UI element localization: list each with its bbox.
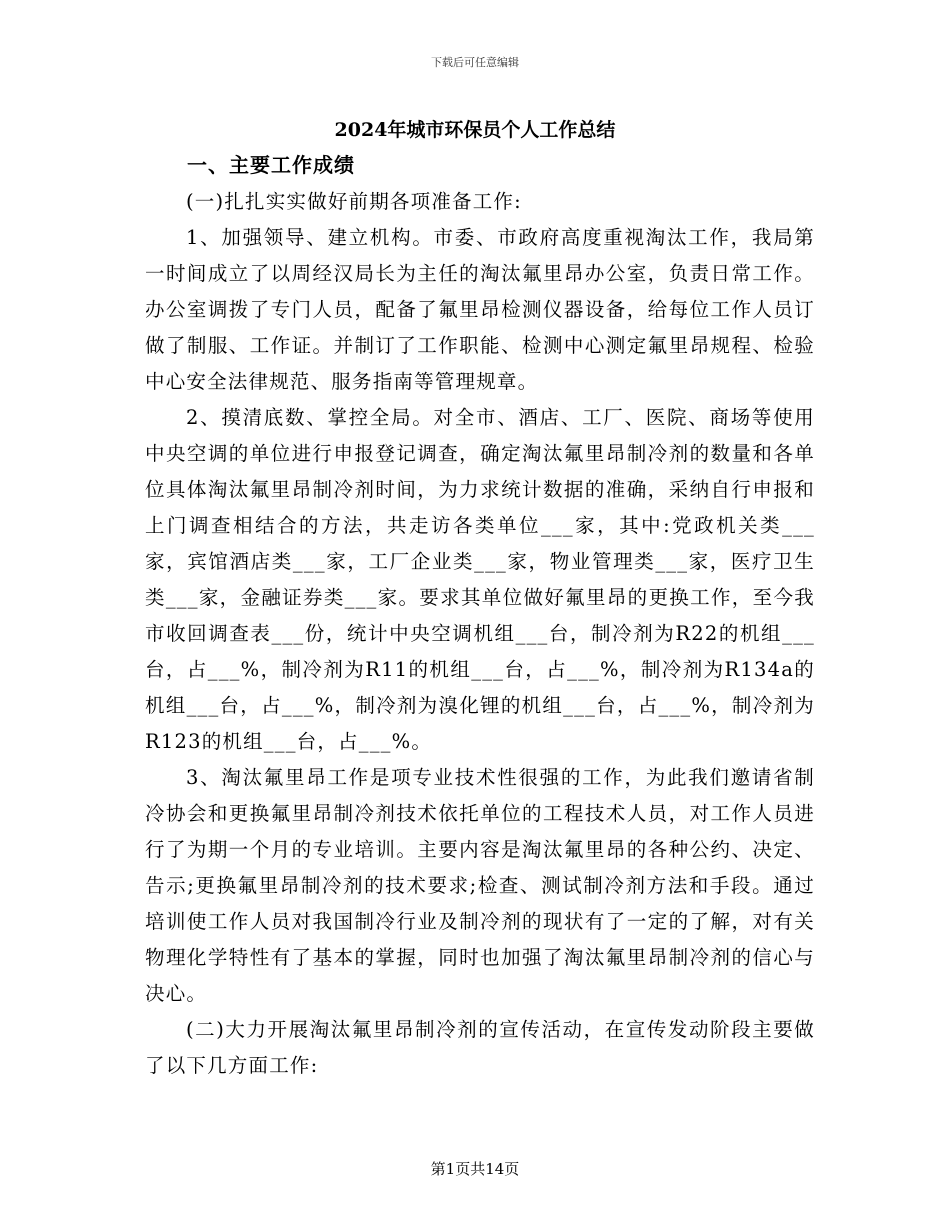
subsection-heading-1: (一)扎扎实实做好前期各项准备工作:	[186, 190, 522, 213]
paragraph-3: 3、淘汰氟里昂工作是项专业技术性很强的工作，为此我们邀请省制冷协会和更换氟里昂制冷剂技术依托单位的工程技术人员，对工作人员进行了为期一个月的专业培训。主要内容是淘汰氟里昂的各种公约、决定、告示;更换氟里昂制冷剂的技术要求;检查、测试制冷剂方法和手段。通过培训使工作人员对我国制冷行业及制冷剂的现状有了一定的了解，对有关物理化学特性有了基本的掌握，同时也加强了淘汰氟里昂制冷剂的信心与决心。	[145, 766, 815, 1005]
paragraph-2: 2、摸清底数、掌控全局。对全市、酒店、工厂、医院、商场等使用中央空调的单位进行申报登记调查，确定淘汰氟里昂制冷剂的数量和各单位具体淘汰氟里昂制冷剂时间，为力求统计数据的准确，采纳自行申报和上门调查相结合的方法，共走访各类单位___家，其中:党政机关类___家，宾馆酒店类___家，工厂企业类___家，物业管理类___家，医疗卫生类___家，金融证券类___家。要求其单位做好氟里昂的更换工作，至今我市收回调查表___份，统计中央空调机组___台，制冷剂为R22的机组___台，占___%，制冷剂为R11的机组___台，占___%，制冷剂为R134a的机组___台，占___%，制冷剂为溴化锂的机组___台，占___%，制冷剂为R123的机组___台，占___%。	[145, 406, 815, 753]
subsection-heading-2: (二)大力开展淘汰氟里昂制冷剂的宣传活动，在宣传发动阶段主要做了以下几方面工作:	[145, 1018, 815, 1077]
paragraph-1: 1、加强领导、建立机构。市委、市政府高度重视淘汰工作，我局第一时间成立了以周经汉局长为主任的淘汰氟里昂办公室，负责日常工作。办公室调拨了专门人员，配备了氟里昂检测仪器设备，给每位工作人员订做了制服、工作证。并制订了工作职能、检测中心测定氟里昂规程、检验中心安全法律规范、服务指南等管理规章。	[145, 226, 815, 393]
document-body	[145, 146, 815, 1084]
section-heading: 一、主要工作成绩	[187, 153, 355, 177]
document-title: 2024年城市环保员个人工作总结	[334, 119, 616, 141]
header-note: 下载后可任意编辑	[431, 56, 519, 69]
page-footer: 第1页共14页	[430, 1160, 520, 1178]
